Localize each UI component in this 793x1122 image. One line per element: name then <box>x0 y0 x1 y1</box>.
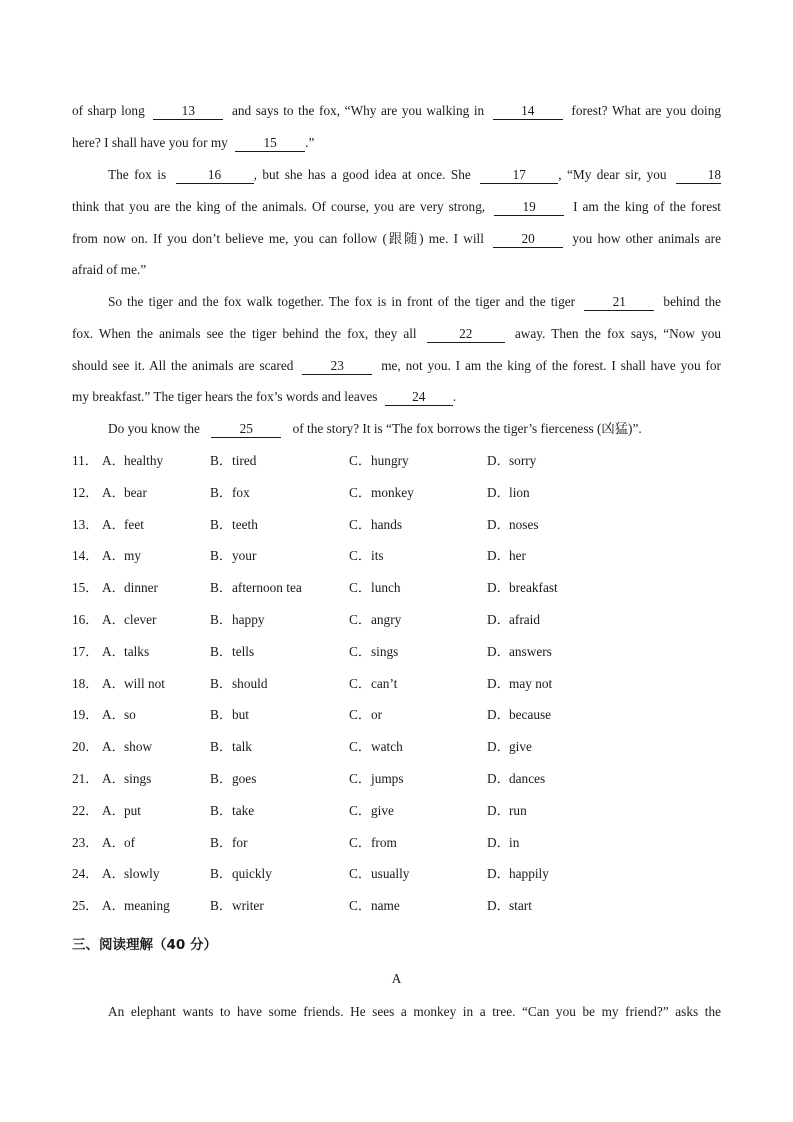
option-letter: B． <box>210 548 233 564</box>
passage-line <box>72 260 721 280</box>
option-text: goes <box>232 771 257 786</box>
passage-text: you how other animals are <box>572 231 721 246</box>
passage-text: me, not you. I am the king of the forest. I shall have you for <box>381 358 721 373</box>
passage-line <box>72 133 721 153</box>
option-letter: C． <box>349 866 372 882</box>
option-a <box>102 737 152 757</box>
option-letter: C． <box>349 643 372 659</box>
option-text: so <box>124 707 136 723</box>
option-letter: A． <box>102 707 125 723</box>
passage-text: . <box>452 389 457 404</box>
option-a <box>102 451 163 471</box>
option-text: give <box>371 802 394 818</box>
passage-text: should see it. All the animals are scared <box>72 358 294 373</box>
passage-text: The fox is <box>108 167 167 182</box>
question-row <box>72 610 672 630</box>
option-c <box>349 769 404 789</box>
option-text: watch <box>371 739 403 755</box>
passage-text: Do you know the <box>108 421 200 436</box>
option-a <box>102 896 170 916</box>
option-letter: D． <box>487 707 510 723</box>
option-letter: D． <box>487 771 510 786</box>
option-a <box>102 769 151 789</box>
blank-18: 18 <box>676 167 721 184</box>
option-text: usually <box>371 866 410 882</box>
passage-text: , “My dear sir, you <box>558 167 667 182</box>
passage-line <box>108 292 721 312</box>
question-number: 17． <box>72 643 99 659</box>
question-row <box>72 864 672 884</box>
option-text: dances <box>509 771 546 786</box>
option-text: teeth <box>232 516 258 532</box>
option-text: answers <box>509 643 552 659</box>
option-letter: D． <box>487 612 510 627</box>
blank-15: 15 <box>235 135 305 152</box>
question-row <box>72 642 672 662</box>
blank-17: 17 <box>480 167 558 184</box>
option-text: your <box>232 548 257 564</box>
option-letter: C． <box>349 771 372 786</box>
question-number: 23． <box>72 834 99 850</box>
option-letter: A． <box>102 643 125 659</box>
option-letter: C． <box>349 834 372 850</box>
option-d <box>487 705 551 725</box>
option-letter: B． <box>210 675 233 691</box>
option-a <box>102 833 135 853</box>
option-letter: A． <box>102 612 125 627</box>
option-letter: A． <box>102 771 125 786</box>
option-b <box>210 642 254 662</box>
option-letter: B． <box>210 834 233 850</box>
option-letter: B． <box>210 771 233 786</box>
option-text: because <box>509 707 552 723</box>
option-text: in <box>509 834 520 850</box>
option-d <box>487 864 549 884</box>
reading-text: An elephant wants to have some friends. He sees a monkey in a tree. “Can you be my friend?” asks the <box>108 1004 721 1019</box>
option-letter: D． <box>487 484 510 500</box>
option-letter: C． <box>349 484 372 500</box>
option-b <box>210 610 265 630</box>
passage-text: fox. When the animals see the tiger behind the fox, they all <box>72 326 417 341</box>
blank-16: 16 <box>176 167 254 184</box>
option-c <box>349 801 394 821</box>
option-letter: D． <box>487 548 510 564</box>
option-b <box>210 801 254 821</box>
passage-text: and says to the fox, “Why are you walking in <box>231 103 485 118</box>
option-d <box>487 674 552 694</box>
passage-text: away. Then the fox says, “Now you <box>514 326 722 341</box>
option-b <box>210 674 267 694</box>
option-a <box>102 642 149 662</box>
option-letter: C． <box>349 675 372 691</box>
option-letter: A． <box>102 898 125 914</box>
option-d <box>487 515 539 535</box>
option-d <box>487 896 532 916</box>
option-letter: B． <box>210 739 233 755</box>
reading-line <box>108 1002 721 1022</box>
option-text: afraid <box>509 612 541 627</box>
option-b <box>210 769 256 789</box>
option-letter: D． <box>487 739 510 755</box>
option-a <box>102 674 165 694</box>
blank-21: 21 <box>584 294 654 311</box>
passage-text: from now on. If you don’t believe me, you can follow (跟随) me. I will <box>72 231 484 246</box>
option-text: talks <box>124 643 150 659</box>
option-c <box>349 546 384 566</box>
option-text: happily <box>509 866 549 882</box>
option-b <box>210 578 302 598</box>
option-letter: A． <box>102 516 125 532</box>
option-letter: D． <box>487 580 510 596</box>
option-a <box>102 483 147 503</box>
option-text: may not <box>509 675 553 691</box>
option-text: tired <box>232 453 257 468</box>
option-c <box>349 737 403 757</box>
question-row <box>72 833 672 853</box>
option-d <box>487 642 552 662</box>
option-letter: B． <box>210 453 233 468</box>
question-row <box>72 546 672 566</box>
option-d <box>487 833 519 853</box>
question-number: 24． <box>72 866 99 882</box>
question-number: 13． <box>72 516 99 532</box>
option-letter: D． <box>487 643 510 659</box>
question-row <box>72 896 672 916</box>
question-row <box>72 737 672 757</box>
option-letter: A． <box>102 453 125 468</box>
option-text: start <box>509 898 532 914</box>
option-text: jumps <box>371 771 404 786</box>
blank-24: 24 <box>385 389 453 406</box>
option-c <box>349 705 382 725</box>
option-c <box>349 610 401 630</box>
passage-text: So the tiger and the fox walk together. The fox is in front of the tiger and the tiger <box>108 294 576 309</box>
option-d <box>487 451 536 471</box>
option-text: tells <box>232 643 255 659</box>
option-text: monkey <box>371 484 414 500</box>
question-row <box>72 483 672 503</box>
option-text: feet <box>124 516 144 532</box>
option-a <box>102 515 144 535</box>
option-letter: C． <box>349 453 372 468</box>
option-letter: D． <box>487 516 510 532</box>
option-text: healthy <box>124 453 164 468</box>
option-letter: C． <box>349 548 372 564</box>
option-letter: B． <box>210 516 233 532</box>
option-text: sings <box>371 643 399 659</box>
option-text: sings <box>124 771 152 786</box>
blank-25: 25 <box>211 421 281 438</box>
question-number: 11． <box>72 453 99 468</box>
question-number: 14． <box>72 548 99 564</box>
passage-text: my breakfast.” The tiger hears the fox’s words and leaves <box>72 389 378 404</box>
passage-text: .” <box>305 135 315 150</box>
question-row <box>72 705 672 725</box>
option-letter: C． <box>349 612 372 627</box>
option-d <box>487 801 527 821</box>
option-d <box>487 737 532 757</box>
question-number: 21． <box>72 771 99 786</box>
option-text: happy <box>232 612 265 627</box>
option-text: slowly <box>124 866 160 882</box>
option-c <box>349 515 402 535</box>
option-a <box>102 610 156 630</box>
option-text: name <box>371 898 400 914</box>
option-text: angry <box>371 612 402 627</box>
option-text: but <box>232 707 249 723</box>
option-text: clever <box>124 612 157 627</box>
option-text: lunch <box>371 580 401 596</box>
option-text: quickly <box>232 866 272 882</box>
question-number: 22． <box>72 802 99 818</box>
option-letter: B． <box>210 898 233 914</box>
option-letter: A． <box>102 834 125 850</box>
blank-22: 22 <box>427 326 505 343</box>
option-letter: B． <box>210 802 233 818</box>
passage-line <box>72 324 721 344</box>
option-text: will not <box>124 675 166 691</box>
option-letter: C． <box>349 802 372 818</box>
option-b <box>210 896 264 916</box>
option-letter: C． <box>349 898 372 914</box>
option-letter: D． <box>487 866 510 882</box>
option-letter: B． <box>210 866 233 882</box>
option-d <box>487 769 545 789</box>
option-text: her <box>509 548 526 564</box>
option-letter: A． <box>102 802 125 818</box>
option-letter: A． <box>102 548 125 564</box>
passage-text: , but she has a good idea at once. She <box>253 167 471 182</box>
question-number: 19． <box>72 707 99 723</box>
option-letter: C． <box>349 739 372 755</box>
passage-text: of sharp long <box>72 103 145 118</box>
option-letter: B． <box>210 484 233 500</box>
option-text: from <box>371 834 397 850</box>
option-a <box>102 801 141 821</box>
question-row <box>72 801 672 821</box>
option-letter: B． <box>210 707 233 723</box>
option-b <box>210 546 256 566</box>
option-c <box>349 833 397 853</box>
option-b <box>210 483 250 503</box>
option-letter: D． <box>487 802 510 818</box>
option-text: give <box>509 739 532 755</box>
option-c <box>349 578 401 598</box>
option-text: noses <box>509 516 539 532</box>
option-text: bear <box>124 484 147 500</box>
option-b <box>210 515 258 535</box>
option-a <box>102 705 136 725</box>
option-text: sorry <box>509 453 537 468</box>
option-text: should <box>232 675 268 691</box>
question-number: 15． <box>72 580 99 596</box>
option-letter: B． <box>210 580 233 596</box>
option-text: run <box>509 802 527 818</box>
section-title: 三、阅读理解（40 分） <box>72 937 217 953</box>
option-letter: A． <box>102 739 125 755</box>
option-c <box>349 896 400 916</box>
passage-text: afraid of me.” <box>72 262 147 277</box>
option-text: afternoon tea <box>232 580 302 596</box>
option-text: for <box>232 834 248 850</box>
option-text: writer <box>232 898 264 914</box>
option-b <box>210 833 248 853</box>
option-letter: A． <box>102 580 125 596</box>
option-letter: D． <box>487 675 510 691</box>
option-c <box>349 483 414 503</box>
question-number: 18． <box>72 675 99 691</box>
question-number: 12． <box>72 484 99 500</box>
option-letter: A． <box>102 675 125 691</box>
option-letter: D． <box>487 898 510 914</box>
option-b <box>210 737 252 757</box>
blank-13: 13 <box>153 103 223 120</box>
option-b <box>210 864 272 884</box>
option-text: meaning <box>124 898 170 914</box>
option-text: my <box>124 548 141 564</box>
option-d <box>487 610 540 630</box>
option-text: its <box>371 548 384 564</box>
option-text: can’t <box>371 675 398 691</box>
option-letter: C． <box>349 707 372 723</box>
option-text: lion <box>509 484 530 500</box>
option-a <box>102 864 159 884</box>
question-number: 16． <box>72 612 99 627</box>
option-c <box>349 642 398 662</box>
passage-line <box>72 229 721 249</box>
question-row <box>72 515 672 535</box>
option-text: dinner <box>124 580 158 596</box>
option-d <box>487 483 530 503</box>
option-d <box>487 578 558 598</box>
option-c <box>349 451 409 471</box>
option-letter: C． <box>349 516 372 532</box>
option-letter: B． <box>210 612 233 627</box>
option-d <box>487 546 526 566</box>
question-number: 20． <box>72 739 99 755</box>
passage-subtitle: A <box>391 971 402 986</box>
question-number: 25． <box>72 898 99 914</box>
option-letter: D． <box>487 453 510 468</box>
option-c <box>349 674 397 694</box>
option-a <box>102 546 141 566</box>
option-text: hands <box>371 516 403 532</box>
passage-text: think that you are the king of the animals. Of course, you are very strong, <box>72 199 486 214</box>
blank-20: 20 <box>493 231 563 248</box>
passage-text: behind the <box>663 294 721 309</box>
option-text: show <box>124 739 153 755</box>
option-letter: B． <box>210 643 233 659</box>
passage-text: I am the king of the forest <box>573 199 722 214</box>
option-text: breakfast <box>509 580 558 596</box>
passage-text: here? I shall have you for my <box>72 135 228 150</box>
passage-text: forest? What are you doing <box>571 103 722 118</box>
blank-19: 19 <box>494 199 564 216</box>
passage-text: of the story? It is “The fox borrows the tiger’s fierceness (凶猛)”. <box>292 421 642 436</box>
option-text: or <box>371 707 383 723</box>
option-letter: A． <box>102 484 125 500</box>
passage-line <box>72 101 721 121</box>
question-row <box>72 578 672 598</box>
option-letter: A． <box>102 866 125 882</box>
option-text: put <box>124 802 141 818</box>
option-b <box>210 451 256 471</box>
option-text: take <box>232 802 255 818</box>
option-c <box>349 864 409 884</box>
passage-line <box>108 419 721 439</box>
question-row <box>72 674 672 694</box>
option-a <box>102 578 158 598</box>
option-letter: D． <box>487 834 510 850</box>
passage-line <box>72 387 721 407</box>
blank-14: 14 <box>493 103 563 120</box>
option-text: talk <box>232 739 252 755</box>
option-b <box>210 705 249 725</box>
option-text: of <box>124 834 136 850</box>
blank-23: 23 <box>302 358 372 375</box>
option-letter: C． <box>349 580 372 596</box>
question-row <box>72 451 672 471</box>
option-text: hungry <box>371 453 409 468</box>
option-text: fox <box>232 484 250 500</box>
passage-line <box>72 356 721 376</box>
passage-line <box>72 197 721 217</box>
passage-line <box>108 165 721 185</box>
question-row <box>72 769 672 789</box>
